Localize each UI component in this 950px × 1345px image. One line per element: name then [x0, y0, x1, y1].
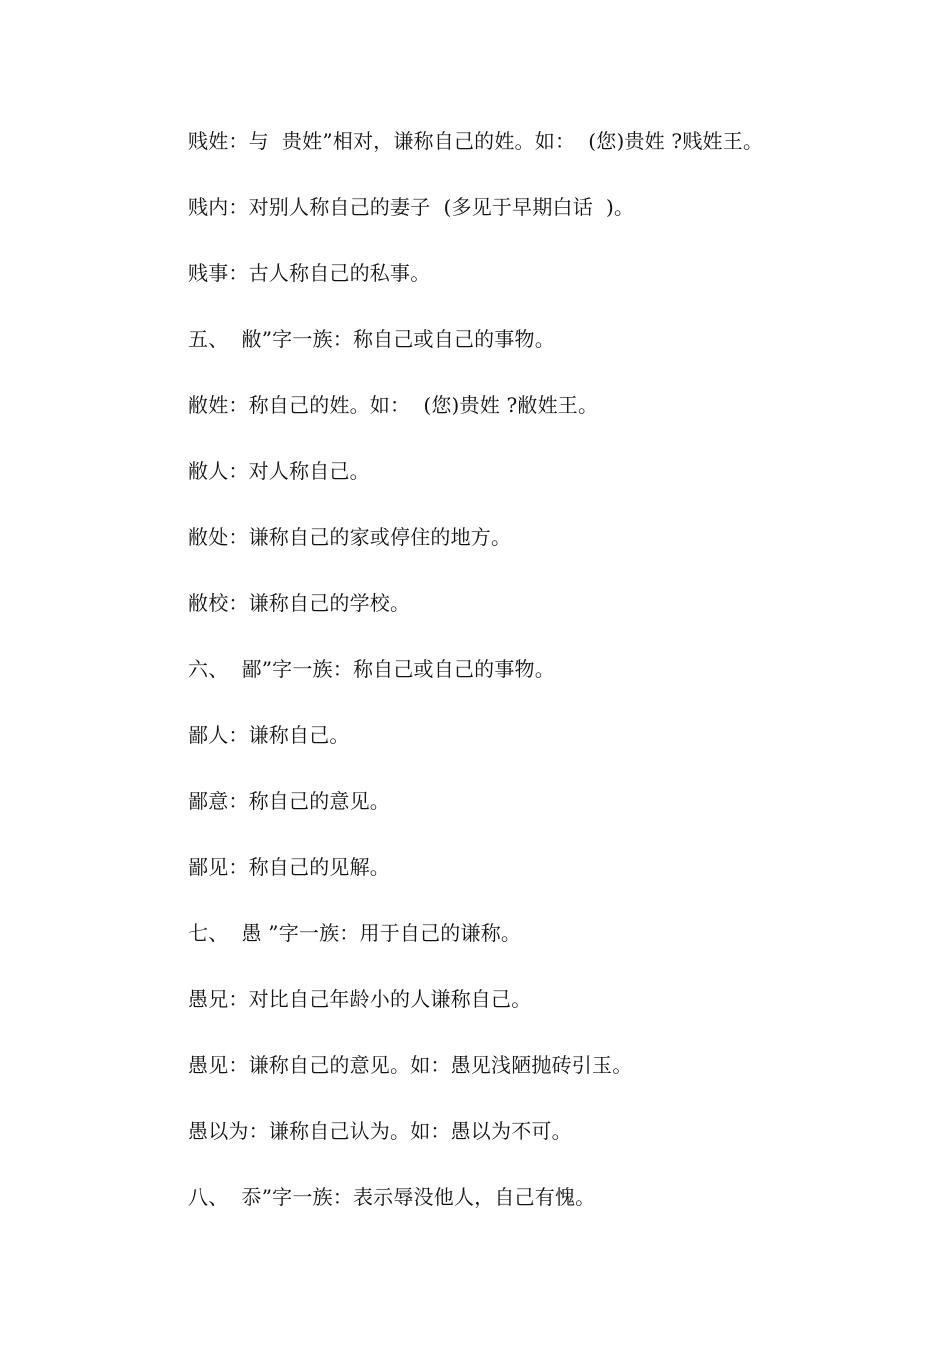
text-line-bixing: 敝姓：称自己的姓。如： (您)贵姓 ?敝姓王。: [188, 393, 599, 417]
text-line-jiannei: 贱内：对别人称自己的妻子 (多见于早期白话 )。: [188, 195, 635, 219]
section-heading-eight: 八、 忝”字一族：表示辱没他人，自己有愧。: [188, 1185, 596, 1209]
text-line-bichu: 敝处：谦称自己的家或停住的地方。: [188, 525, 512, 549]
text-line-biyi: 鄙意：称自己的意见。: [188, 789, 390, 813]
text-line-jianshi: 贱事：古人称自己的私事。: [188, 261, 431, 285]
text-line-biren-2: 鄙人：谦称自己。: [188, 723, 350, 747]
text-line-yuxiong: 愚兄：对比自己年龄小的人谦称自己。: [188, 987, 532, 1011]
section-heading-five: 五、 敝”字一族：称自己或自己的事物。: [188, 327, 555, 351]
text-line-bixiao: 敝校：谦称自己的学校。: [188, 591, 411, 615]
text-line-bijian: 鄙见：称自己的见解。: [188, 855, 390, 879]
section-heading-seven: 七、 愚 ”字一族：用于自己的谦称。: [188, 921, 522, 945]
text-line-biren: 敝人：对人称自己。: [188, 459, 370, 483]
text-line-yuyiwei: 愚以为：谦称自己认为。如：愚以为不可。: [188, 1119, 572, 1143]
text-line-jianxing: 贱姓：与 贵姓”相对，谦称自己的姓。如： (您)贵姓 ?贱姓王。: [188, 129, 764, 153]
text-line-yujian: 愚见：谦称自己的意见。如：愚见浅陋抛砖引玉。: [188, 1053, 633, 1077]
section-heading-six: 六、 鄙”字一族：称自己或自己的事物。: [188, 657, 555, 681]
